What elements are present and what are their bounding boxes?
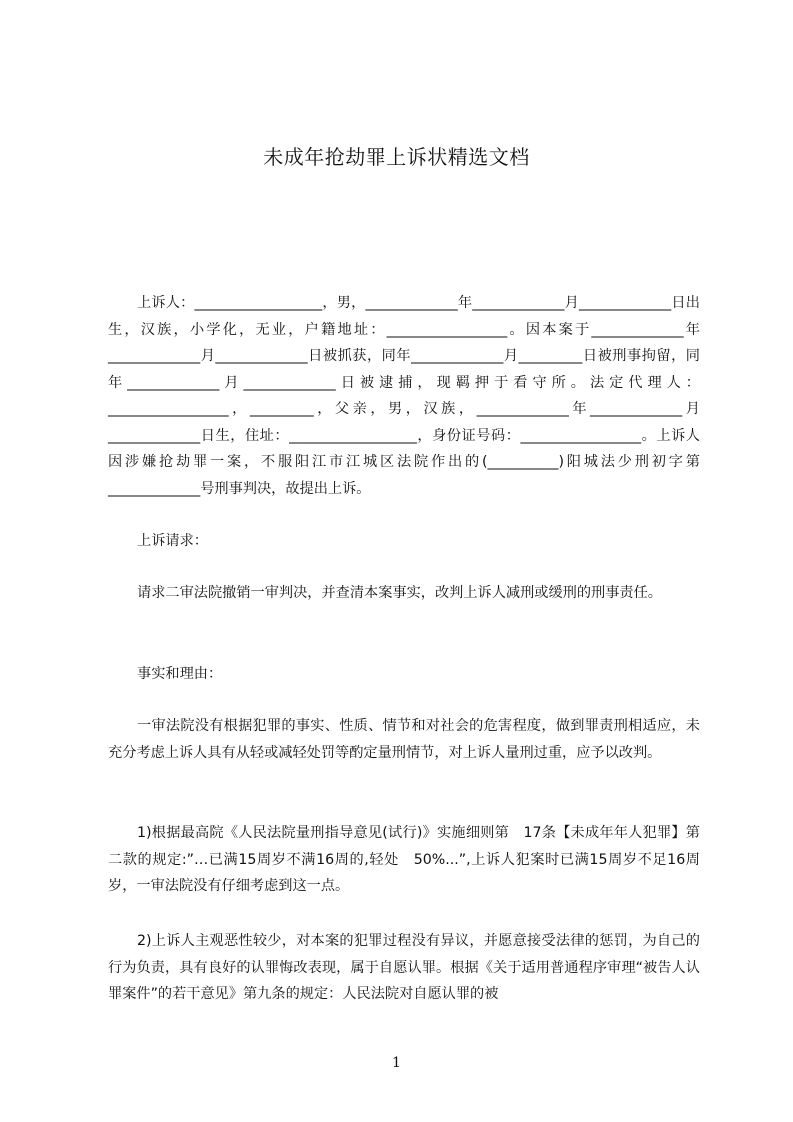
appeal-request-heading: 上诉请求：	[137, 533, 208, 549]
facts-paragraph-3: 2)上诉人主观恶性较少，对本案的犯罪过程没有异议，并愿意接受法律的惩罚，为自己的行为负责，具有良好的认罪悔改表现，属于自愿认罪。根据《关于适用普通程序审理“被告人认罪案件”的若干意见》第九条的规定：人民法院对自愿认罪的被	[108, 933, 700, 1002]
page-title: 未成年抢劫罪上诉状精选文档	[263, 145, 530, 169]
facts-paragraph-1: 一审法院没有根据犯罪的事实、性质、情节和对社会的危害程度，做到罪责刑相适应，未充分考虑上诉人具有从轻或减轻处罚等酌定量刑情节，对上诉人量刑过重，应予以改判。	[108, 718, 700, 761]
appellant-info-paragraph: 上诉人：__________________，男，_____________年_____________月_____________日出生，汉族，小学化，无业，户籍地址：_________________。因本案于_____________年_____________月_____________日被抓获，同年_____________月_________日被刑事拘留，同年_____________月_____________日被逮捕，现羁押于看守所。法定代理人：_________________，_________，父亲，男，汉族，_____________年_____________月_____________日生，住址：__________________，身份证号码：_________________。上诉人因涉嫌抢劫罪一案，不服阳江市江城区法院作出的(__________)阳城法少刑初字第_____________号刑事判决，故提出上诉。	[108, 295, 700, 497]
page-number: 1	[392, 1055, 401, 1071]
appeal-request-paragraph: 请求二审法院撤销一审判决，并查清本案事实，改判上诉人减刑或缓刑的刑事责任。	[137, 585, 662, 601]
facts-paragraph-2: 1)根据最高院《人民法院量刑指导意见(试行)》实施细则第 17条【未成年年人犯罪】第二款的规定:”…已满15周岁不满16周的,轻处 50%...”,上诉人犯案时已满15周岁不足16周岁，一审法院没有仔细考虑到这一点。	[108, 825, 700, 894]
facts-reasons-heading: 事实和理由：	[137, 666, 223, 682]
